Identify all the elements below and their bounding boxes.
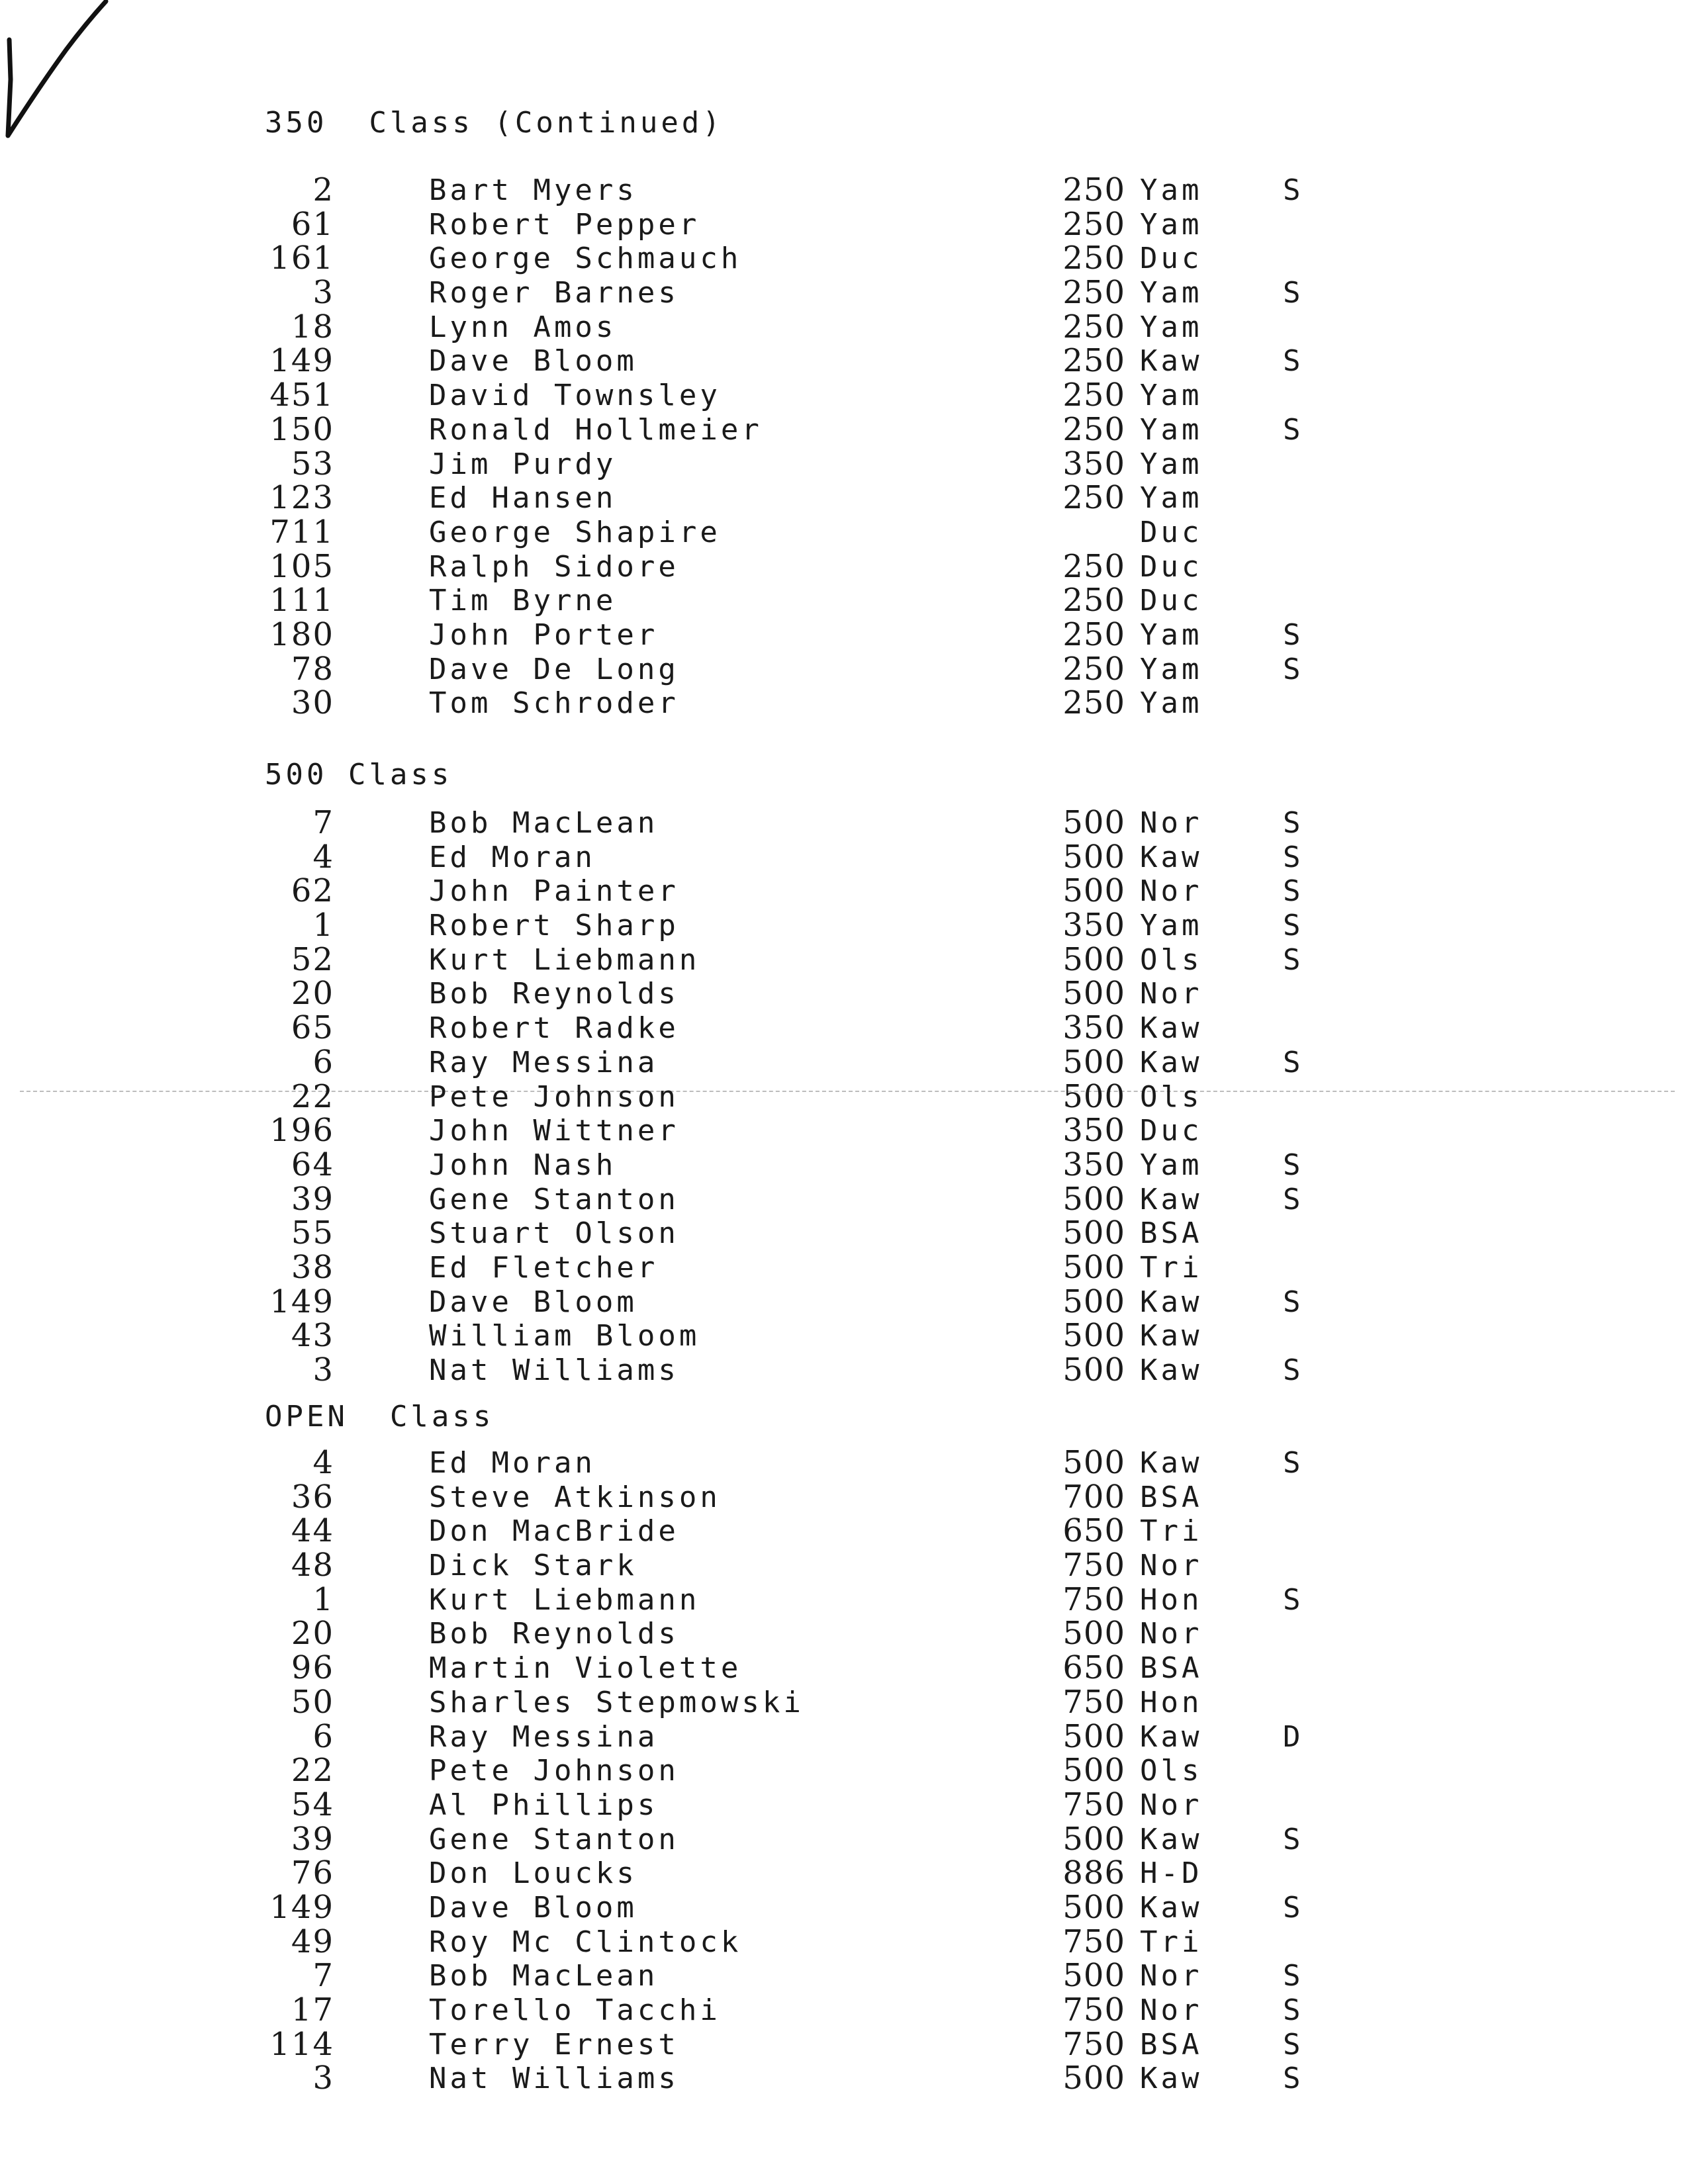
rider-number: 54 [291,1786,334,1823]
rider-name: Don MacBride [429,1514,679,1549]
engine-cc: 500 [1062,1752,1125,1790]
motorcycle-make: Yam [1140,173,1203,207]
motorcycle-make: Nor [1140,806,1203,840]
motorcycle-make: Yam [1140,652,1203,686]
entry-row [0,874,1688,909]
motorcycle-make: Yam [1140,276,1203,310]
rider-number: 49 [291,1923,334,1960]
rider-number: 1 [312,1580,334,1618]
entry-row [0,1549,1688,1583]
rider-name: Tom Schroder [429,686,679,721]
rider-number: 111 [269,582,334,619]
motorcycle-make: Yam [1140,207,1203,242]
entry-row [0,310,1688,345]
motorcycle-make: Kaw [1140,1353,1203,1387]
rider-number: 711 [269,513,334,551]
rider-name: George Schmauch [429,242,742,276]
rider-name: Terry Ernest [429,2027,679,2062]
rider-name: Dave Bloom [429,1285,637,1319]
rider-number: 18 [291,308,334,345]
motorcycle-make: Kaw [1140,840,1203,874]
status-flag: S [1283,1959,1304,1993]
entry-row [0,410,1688,448]
motorcycle-make: Nor [1140,1549,1203,1583]
rider-number: 4 [312,838,334,876]
motorcycle-make: Kaw [1140,1719,1203,1754]
status-flag: S [1283,1822,1304,1856]
engine-cc: 250 [1062,410,1125,448]
engine-cc: 750 [1062,1991,1125,2028]
motorcycle-make: Yam [1140,412,1203,447]
rider-name: Bob Reynolds [429,1617,679,1651]
motorcycle-make: BSA [1140,1651,1203,1686]
motorcycle-make: Kaw [1140,1890,1203,1925]
rider-name: Dave Bloom [429,1890,637,1925]
rider-number: 6 [312,1043,334,1081]
entry-row [0,173,1688,208]
motorcycle-make: Yam [1140,379,1203,413]
entry-row [0,1580,1688,1618]
engine-cc: 750 [1062,1547,1125,1584]
rider-name: George Shapire [429,515,721,549]
engine-cc: 500 [1062,804,1125,841]
motorcycle-make: Duc [1140,242,1203,276]
rider-number: 65 [291,1009,334,1047]
status-flag: S [1283,173,1304,207]
entry-row [0,1754,1688,1788]
entry-row [0,1993,1688,2028]
engine-cc: 500 [1062,1214,1125,1252]
entry-row [0,940,1688,978]
rider-number: 7 [312,804,334,841]
rider-number: 451 [269,377,334,414]
entry-row [0,242,1688,276]
entry-row [0,1514,1688,1549]
engine-cc: 500 [1062,1180,1125,1218]
entry-row [0,1011,1688,1046]
engine-cc: 250 [1062,342,1125,380]
rider-name: Gene Stanton [429,1182,679,1216]
engine-cc: 650 [1062,1649,1125,1687]
rider-name: Kurt Liebmann [429,1582,700,1617]
rider-number: 7 [312,1957,334,1995]
rider-number: 22 [291,1077,334,1115]
entry-row [0,1617,1688,1651]
rider-name: Dave Bloom [429,344,637,379]
pen-check-mark [0,0,132,159]
rider-number: 20 [291,975,334,1013]
rider-name: Bob MacLean [429,806,659,840]
motorcycle-make: Yam [1140,447,1203,481]
section-title-350-class: 350 Class (Continued) [265,106,724,140]
status-flag: S [1283,1582,1304,1617]
motorcycle-make: Duc [1140,1114,1203,1148]
entry-row [0,513,1688,551]
engine-cc: 500 [1062,1248,1125,1286]
rider-number: 105 [269,547,334,585]
rider-number: 38 [291,1248,334,1286]
entry-row [0,1959,1688,1993]
engine-cc: 250 [1062,240,1125,277]
status-flag: S [1283,412,1304,447]
rider-name: Gene Stanton [429,1822,679,1856]
status-flag: S [1283,652,1304,686]
rider-number: 53 [291,445,334,482]
entry-row [0,1285,1688,1320]
entry-row [0,447,1688,482]
entry-row [0,1820,1688,1858]
rider-name: Pete Johnson [429,1079,679,1114]
motorcycle-make: Nor [1140,1993,1203,2027]
motorcycle-make: BSA [1140,1480,1203,1514]
motorcycle-make: BSA [1140,2027,1203,2062]
rider-name: William Bloom [429,1319,700,1353]
status-flag: S [1283,617,1304,652]
rider-name: Roger Barnes [429,276,679,310]
entry-row [0,1353,1688,1388]
engine-cc: 250 [1062,274,1125,312]
rider-name: Robert Sharp [429,909,679,943]
entry-row [0,1319,1688,1353]
rider-number: 4 [312,1444,334,1481]
entry-row [0,909,1688,943]
rider-number: 149 [269,1888,334,1926]
rider-number: 50 [291,1683,334,1721]
motorcycle-make: Yam [1140,481,1203,516]
rider-name: Jim Purdy [429,447,617,481]
rider-number: 196 [269,1112,334,1150]
rider-number: 22 [291,1752,334,1790]
entry-row [0,344,1688,379]
engine-cc: 750 [1062,1683,1125,1721]
status-flag: S [1283,1148,1304,1182]
motorcycle-make: Nor [1140,1788,1203,1822]
entry-row [0,205,1688,243]
motorcycle-make: Yam [1140,617,1203,652]
entry-row [0,1114,1688,1148]
entry-row [0,1148,1688,1183]
status-flag: S [1283,2062,1304,2096]
engine-cc: 750 [1062,1580,1125,1618]
engine-cc: 350 [1062,1146,1125,1183]
status-flag: S [1283,344,1304,379]
rider-name: Robert Pepper [429,207,700,242]
rider-number: 39 [291,1820,334,1858]
engine-cc: 500 [1062,975,1125,1013]
rider-name: John Porter [429,617,659,652]
entry-row [0,1180,1688,1218]
engine-cc: 700 [1062,1478,1125,1516]
entry-row [0,1888,1688,1926]
rider-name: Ed Hansen [429,481,617,516]
rider-name: Lynn Amos [429,310,617,344]
rider-number: 150 [269,410,334,448]
engine-cc: 250 [1062,377,1125,414]
engine-cc: 350 [1062,1112,1125,1150]
motorcycle-make: Kaw [1140,1822,1203,1856]
rider-number: 39 [291,1180,334,1218]
engine-cc: 350 [1062,1009,1125,1047]
rider-name: Ronald Hollmeier [429,412,763,447]
engine-cc: 500 [1062,1077,1125,1115]
rider-name: John Wittner [429,1114,679,1148]
engine-cc: 350 [1062,907,1125,944]
entry-row [0,2025,1688,2063]
engine-cc: 500 [1062,838,1125,876]
rider-name: John Nash [429,1148,617,1182]
entry-row [0,1480,1688,1515]
motorcycle-make: Yam [1140,310,1203,344]
entry-row [0,650,1688,688]
status-flag: S [1283,1993,1304,2027]
status-flag: S [1283,1182,1304,1216]
motorcycle-make: H-D [1140,1856,1203,1891]
rider-number: 180 [269,615,334,653]
engine-cc: 250 [1062,684,1125,722]
rider-number: 30 [291,684,334,722]
status-flag: S [1283,1353,1304,1387]
rider-name: Torello Tacchi [429,1993,721,2027]
engine-cc: 500 [1062,872,1125,910]
rider-name: Nat Williams [429,1353,679,1387]
rider-number: 2 [312,171,334,208]
entry-row [0,1651,1688,1686]
motorcycle-make: Kaw [1140,344,1203,379]
rider-name: Martin Violette [429,1651,742,1686]
engine-cc: 250 [1062,582,1125,619]
entry-row [0,481,1688,516]
motorcycle-make: Kaw [1140,1285,1203,1319]
engine-cc: 500 [1062,1317,1125,1355]
rider-number: 3 [312,274,334,312]
rider-number: 114 [269,2025,334,2063]
rider-name: Sharles Stepmowski [429,1685,804,1719]
rider-name: Ed Moran [429,840,596,874]
motorcycle-make: Kaw [1140,1182,1203,1216]
entry-row [0,547,1688,585]
rider-name: Ralph Sidore [429,549,679,584]
rider-number: 61 [291,205,334,243]
status-flag: S [1283,874,1304,909]
rider-number: 1 [312,907,334,944]
entry-row [0,1683,1688,1721]
engine-cc: 250 [1062,650,1125,688]
motorcycle-make: Duc [1140,515,1203,549]
engine-cc: 650 [1062,1512,1125,1550]
rider-number: 44 [291,1512,334,1550]
engine-cc: 750 [1062,1923,1125,1960]
motorcycle-make: Tri [1140,1925,1203,1959]
rider-number: 62 [291,872,334,910]
section-title-500-class: 500 Class [265,758,453,792]
rider-number: 123 [269,479,334,517]
entry-row [0,1248,1688,1286]
rider-name: Bart Myers [429,173,637,207]
entry-row [0,1856,1688,1891]
entry-row [0,2062,1688,2096]
status-flag: S [1283,1285,1304,1319]
engine-cc: 500 [1062,1043,1125,1081]
rider-name: Nat Williams [429,2062,679,2096]
rider-name: Robert Radke [429,1011,679,1046]
rider-name: Ray Messina [429,1719,659,1754]
engine-cc: 500 [1062,1283,1125,1320]
entry-row [0,838,1688,876]
entry-row [0,379,1688,413]
engine-cc: 500 [1062,2060,1125,2097]
rider-number: 52 [291,940,334,978]
motorcycle-make: Ols [1140,942,1203,977]
entry-row [0,1925,1688,1960]
motorcycle-make: Yam [1140,909,1203,943]
rider-number: 17 [291,1991,334,2028]
motorcycle-make: Yam [1140,686,1203,721]
rider-name: Ed Moran [429,1446,596,1480]
motorcycle-make: Duc [1140,584,1203,618]
motorcycle-make: Kaw [1140,1446,1203,1480]
engine-cc: 250 [1062,479,1125,517]
rider-name: Don Loucks [429,1856,637,1891]
motorcycle-make: Kaw [1140,1011,1203,1046]
rider-number: 149 [269,1283,334,1320]
motorcycle-make: Hon [1140,1582,1203,1617]
entry-row [0,977,1688,1011]
motorcycle-make: Tri [1140,1250,1203,1285]
motorcycle-make: Hon [1140,1685,1203,1719]
status-flag: S [1283,276,1304,310]
rider-number: 48 [291,1547,334,1584]
rider-number: 3 [312,1351,334,1388]
engine-cc: 250 [1062,308,1125,345]
engine-cc: 500 [1062,1615,1125,1653]
motorcycle-make: Kaw [1140,1045,1203,1079]
rider-name: Roy Mc Clintock [429,1925,742,1959]
entry-row [0,1446,1688,1480]
engine-cc: 750 [1062,2025,1125,2063]
engine-cc: 350 [1062,445,1125,482]
rider-number: 96 [291,1649,334,1687]
section-350-class [0,173,1688,721]
entry-row [0,686,1688,721]
entry-row [0,1216,1688,1251]
rider-name: Al Phillips [429,1788,659,1822]
engine-cc: 750 [1062,1786,1125,1823]
entry-row [0,1788,1688,1823]
motorcycle-make: Kaw [1140,2062,1203,2096]
engine-cc: 500 [1062,1957,1125,1995]
rider-number: 76 [291,1854,334,1892]
rider-name: Tim Byrne [429,584,617,618]
rider-number: 78 [291,650,334,688]
status-flag: S [1283,840,1304,874]
section-500-class [0,806,1688,1388]
rider-name: Bob Reynolds [429,977,679,1011]
entry-row [0,1077,1688,1115]
motorcycle-make: Nor [1140,874,1203,909]
rider-number: 20 [291,1615,334,1653]
engine-cc: 886 [1062,1854,1125,1892]
motorcycle-make: Yam [1140,1148,1203,1182]
rider-name: Ed Fletcher [429,1250,659,1285]
engine-cc: 250 [1062,171,1125,208]
rider-number: 43 [291,1317,334,1355]
status-flag: S [1283,942,1304,977]
section-title-open-class: OPEN Class [265,1400,494,1433]
entry-row [0,1043,1688,1081]
entry-row [0,806,1688,841]
rider-number: 149 [269,342,334,380]
entry-row [0,276,1688,310]
motorcycle-make: Ols [1140,1754,1203,1788]
rider-name: Steve Atkinson [429,1480,721,1514]
rider-name: Dave De Long [429,652,679,686]
motorcycle-make: Tri [1140,1514,1203,1549]
motorcycle-make: Duc [1140,549,1203,584]
entry-row [0,1717,1688,1755]
engine-cc: 500 [1062,940,1125,978]
rider-name: David Townsley [429,379,721,413]
motorcycle-make: Kaw [1140,1319,1203,1353]
engine-cc: 500 [1062,1717,1125,1755]
rider-number: 55 [291,1214,334,1252]
entry-row [0,584,1688,618]
rider-number: 3 [312,2060,334,2097]
status-flag: S [1283,806,1304,840]
rider-name: Kurt Liebmann [429,942,700,977]
rider-name: Bob MacLean [429,1959,659,1993]
rider-name: John Painter [429,874,679,909]
motorcycle-make: Nor [1140,1959,1203,1993]
entry-row [0,615,1688,653]
motorcycle-make: Nor [1140,977,1203,1011]
rider-number: 36 [291,1478,334,1516]
rider-name: Stuart Olson [429,1216,679,1251]
engine-cc: 250 [1062,615,1125,653]
rider-number: 161 [269,240,334,277]
engine-cc: 250 [1062,547,1125,585]
rider-name: Dick Stark [429,1549,637,1583]
status-flag: S [1283,1045,1304,1079]
engine-cc: 250 [1062,205,1125,243]
section-open-class [0,1446,1688,2096]
motorcycle-make: Ols [1140,1079,1203,1114]
rider-name: Pete Johnson [429,1754,679,1788]
rider-number: 64 [291,1146,334,1183]
rider-name: Ray Messina [429,1045,659,1079]
engine-cc: 500 [1062,1820,1125,1858]
status-flag: S [1283,2027,1304,2062]
rider-number: 6 [312,1717,334,1755]
engine-cc: 500 [1062,1351,1125,1388]
motorcycle-make: Nor [1140,1617,1203,1651]
engine-cc: 500 [1062,1444,1125,1481]
status-flag: S [1283,1890,1304,1925]
status-flag: D [1283,1719,1304,1754]
engine-cc: 500 [1062,1888,1125,1926]
status-flag: S [1283,1446,1304,1480]
status-flag: S [1283,909,1304,943]
motorcycle-make: BSA [1140,1216,1203,1251]
